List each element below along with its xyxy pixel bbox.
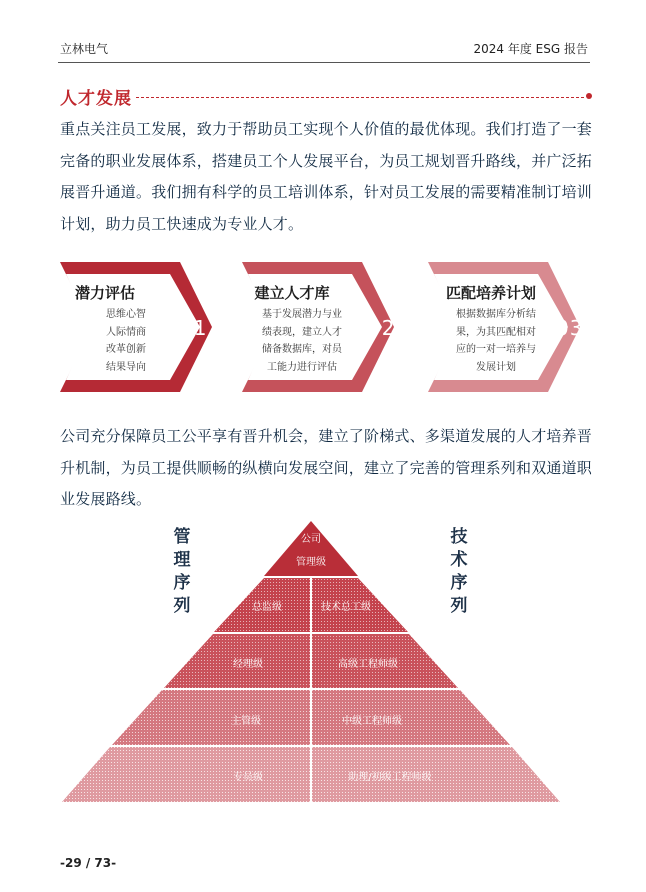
level-technical-1: 技术总工级 <box>321 602 371 613</box>
management-series-label: 管理序列 <box>173 527 191 616</box>
company-name: 立林电气 <box>60 42 109 56</box>
intro-paragraph: 重点关注员工发展，致力于帮助员工实现个人价值的最优体现。我们打造了一套完备的职业发展体系，搭建员工个人发展平台，为员工规划晋升路线，并广泛拓展晋升通道。我们拥有科学的员工培训体系，针对员工发展的需要精准制订培训计划，助力员工快速成为专业人才。 <box>60 120 593 233</box>
page-number: -29 / 73- <box>60 856 117 870</box>
level-management-4: 专员级 <box>233 772 263 783</box>
step-number: 03 <box>556 316 584 340</box>
step-description: 思维心智 人际情商 改革创新 结果导向 <box>106 309 146 373</box>
report-title: 2024 年度 ESG 报告 <box>473 42 588 56</box>
level-technical-4: 助理/初级工程师级 <box>348 772 432 783</box>
step-number: 02 <box>368 316 396 340</box>
level-technical-2: 高级工程师级 <box>338 659 398 670</box>
technical-series-label: 技术序列 <box>450 527 468 616</box>
pyramid-top-line2: 管理级 <box>296 557 326 568</box>
step-description: 基于发展潜力与业 绩表现，建立人才 储备数据库，对员 工能力进行评估 <box>262 309 342 373</box>
promotion-paragraph: 公司充分保障员工公平享有晋升机会，建立了阶梯式、多渠道发展的人才培养晋升机制，为员工提供顺畅的纵横向发展空间，建立了完善的管理系列和双通道职业发展路线。 <box>60 427 593 508</box>
level-management-3: 主管级 <box>231 716 261 727</box>
step-description: 根据数据库分析结 果，为其匹配相对 应的一对一培养与 发展计划 <box>456 309 536 373</box>
step-title: 匹配培养计划 <box>445 284 536 302</box>
pyramid-top-line1: 公司 <box>301 534 321 545</box>
level-management-2: 经理级 <box>233 659 263 670</box>
step-title: 潜力评估 <box>74 284 135 302</box>
section-title: 人才发展 <box>60 89 132 109</box>
level-management-1: 总监级 <box>252 602 282 613</box>
step-number: 01 <box>180 316 208 340</box>
step-title: 建立人才库 <box>254 284 330 302</box>
level-technical-3: 中级工程师级 <box>342 716 402 727</box>
